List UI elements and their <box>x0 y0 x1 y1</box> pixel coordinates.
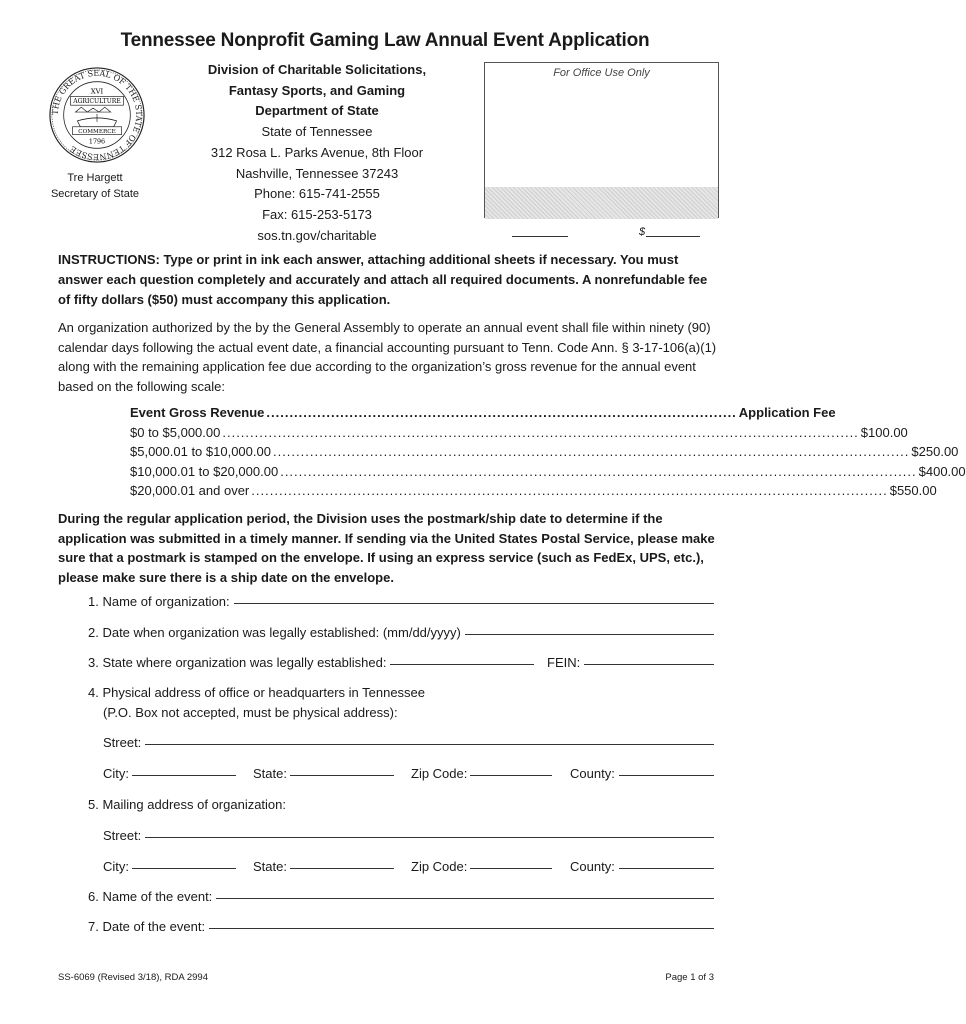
fein-label: FEIN: <box>547 655 581 670</box>
mailing-city-field[interactable] <box>132 867 236 869</box>
physical-state-field[interactable] <box>290 774 394 776</box>
physical-city <box>103 766 236 781</box>
question-5-label: 5. Mailing address of organization: <box>88 797 287 812</box>
physical-street <box>103 735 714 750</box>
seal-top-text: XVI <box>90 87 104 96</box>
physical-county <box>570 766 714 781</box>
fee-row: $10,000.01 to $20,000.00 .......................................................................................................................................... $400.00 <box>130 462 642 482</box>
division-website: sos.tn.gov/charitable <box>257 227 377 243</box>
question-7-label: 7. Date of the event: <box>88 919 206 934</box>
seal-ring-text: THE GREAT SEAL OF THE STATE OF TENNESSEE <box>50 68 144 162</box>
fee-row: $5,000.01 to $10,000.00 .......................................................................................................................................... $250.00 <box>130 442 642 462</box>
division-city: Nashville, Tennessee 37243 <box>235 165 399 181</box>
question-6 <box>88 889 714 904</box>
seal-bottom-text: COMMERCE <box>78 129 116 136</box>
mailing-state <box>253 859 394 874</box>
county-label: County: <box>570 859 615 874</box>
physical-zip <box>411 766 552 781</box>
instructions-text: INSTRUCTIONS: Type or print in ink each answer, attaching additional sheets if necessary. You must answer each question completely and accurately and attach all required documents. A nonrefundable fee of fifty dollars ($50) must accompany this application. <box>58 252 708 307</box>
form-number: SS-6069 (Revised 3/18), RDA 2994 <box>58 972 208 983</box>
fee-amount: $250.00 <box>911 444 959 459</box>
established-date-field[interactable] <box>465 633 714 635</box>
question-3-label: 3. State where organization was legally established: <box>88 655 387 670</box>
secretary-name: Tre Hargett <box>67 172 123 184</box>
event-name-field[interactable] <box>216 897 714 899</box>
mailing-state-field[interactable] <box>290 867 394 869</box>
mailing-street <box>103 828 714 843</box>
physical-city-field[interactable] <box>132 774 236 776</box>
division-line-4: State of Tennessee <box>261 124 373 140</box>
office-use-dollar: $ <box>639 226 646 238</box>
fee-range: $20,000.01 and over <box>130 483 250 498</box>
fee-row: $0 to $5,000.00 .......................................................................................................................................... $100.00 <box>130 423 642 443</box>
fee-table-header: Event Gross Revenue ...................................................................................................... Application Fee <box>130 403 642 423</box>
mailing-county <box>570 859 714 874</box>
question-1-label: 1. Name of organization: <box>88 594 230 609</box>
fee-amount: $100.00 <box>860 424 908 440</box>
event-date-field[interactable] <box>209 927 714 929</box>
state-label: State: <box>253 859 287 874</box>
fee-range: $10,000.01 to $20,000.00 <box>130 463 279 479</box>
office-use-box <box>484 62 719 218</box>
physical-street-field[interactable] <box>145 743 714 745</box>
fee-row: $20,000.01 and over .......................................................................................................................................... $550.00 <box>130 481 642 501</box>
postmark-notice: During the regular application period, the Division uses the postmark/ship date to determine if the application was submitted in a timely manner. If sending via the United States Postal Service, please make sure that a postmark is stamped on the envelope. If using an express service (such as FedEx, UPS, etc.), please make sure there is a ship date on the envelope. <box>58 511 715 585</box>
division-fax: Fax: 615-253-5173 <box>262 206 372 222</box>
office-use-line-1 <box>512 236 568 237</box>
office-use-line-2 <box>646 236 700 237</box>
state-label: State: <box>253 766 287 781</box>
question-3 <box>88 655 534 670</box>
mailing-city <box>103 859 236 874</box>
question-7 <box>88 919 714 934</box>
fee-amount: $400.00 <box>918 463 966 479</box>
mailing-zip-field[interactable] <box>470 867 552 869</box>
filing-paragraph: An organization authorized by the by the General Assembly to operate an annual event shall file within ninety (90) calendar days following the actual event date, a financial accounting pursuant to Tenn. Code Ann. § 3-17-106(a)(1) along with the remaining application fee due according to the organization’s gross revenue for the annual event based on the following scale: <box>58 320 717 394</box>
mailing-street-field[interactable] <box>145 836 714 838</box>
street-label: Street: <box>103 735 142 750</box>
seal-middle-text: AGRICULTURE <box>73 98 121 106</box>
fee-header-left: Event Gross Revenue <box>130 405 265 420</box>
organization-name-field[interactable] <box>234 602 714 604</box>
question-2-label: 2. Date when organization was legally established: (mm/dd/yyyy) <box>88 625 461 640</box>
question-1 <box>88 594 714 609</box>
fee-range: $0 to $5,000.00 <box>130 424 221 440</box>
city-label: City: <box>103 859 129 874</box>
street-label: Street: <box>103 828 142 843</box>
division-phone: Phone: 615-741-2555 <box>254 186 380 202</box>
fee-amount: $550.00 <box>889 483 937 498</box>
division-line-2: Fantasy Sports, and Gaming <box>228 82 406 98</box>
question-4-note: (P.O. Box not accepted, must be physical address): <box>103 705 398 720</box>
city-label: City: <box>103 766 129 781</box>
page-number: Page 1 of 3 <box>665 972 714 983</box>
mailing-zip <box>411 859 552 874</box>
zip-label: Zip Code: <box>411 859 468 874</box>
office-use-shaded-area <box>485 187 718 219</box>
fee-range: $5,000.01 to $10,000.00 <box>130 444 271 459</box>
physical-county-field[interactable] <box>619 774 714 776</box>
established-state-field[interactable] <box>390 663 534 665</box>
seal-year: 1796 <box>88 137 106 146</box>
state-seal-icon <box>48 66 146 164</box>
division-line-1: Division of Charitable Solicitations, <box>207 62 427 77</box>
fein <box>547 655 714 670</box>
fee-header-right: Application Fee <box>738 405 836 420</box>
division-line-3: Department of State <box>255 103 379 119</box>
fee-table <box>130 403 966 501</box>
physical-state <box>253 766 394 781</box>
mailing-county-field[interactable] <box>619 867 714 869</box>
secretary-title: Secretary of State <box>50 188 140 200</box>
division-contact-block <box>186 60 448 246</box>
fein-field[interactable] <box>584 663 714 665</box>
division-address: 312 Rosa L. Parks Avenue, 8th Floor <box>210 144 424 160</box>
page-title: Tennessee Nonprofit Gaming Law Annual Event Application <box>120 30 650 51</box>
question-2 <box>88 625 714 640</box>
physical-zip-field[interactable] <box>470 774 552 776</box>
zip-label: Zip Code: <box>411 766 468 781</box>
office-use-label: For Office Use Only <box>485 67 718 79</box>
question-4-label: 4. Physical address of office or headquarters in Tennessee <box>88 685 426 700</box>
county-label: County: <box>570 766 615 781</box>
question-6-label: 6. Name of the event: <box>88 889 213 904</box>
